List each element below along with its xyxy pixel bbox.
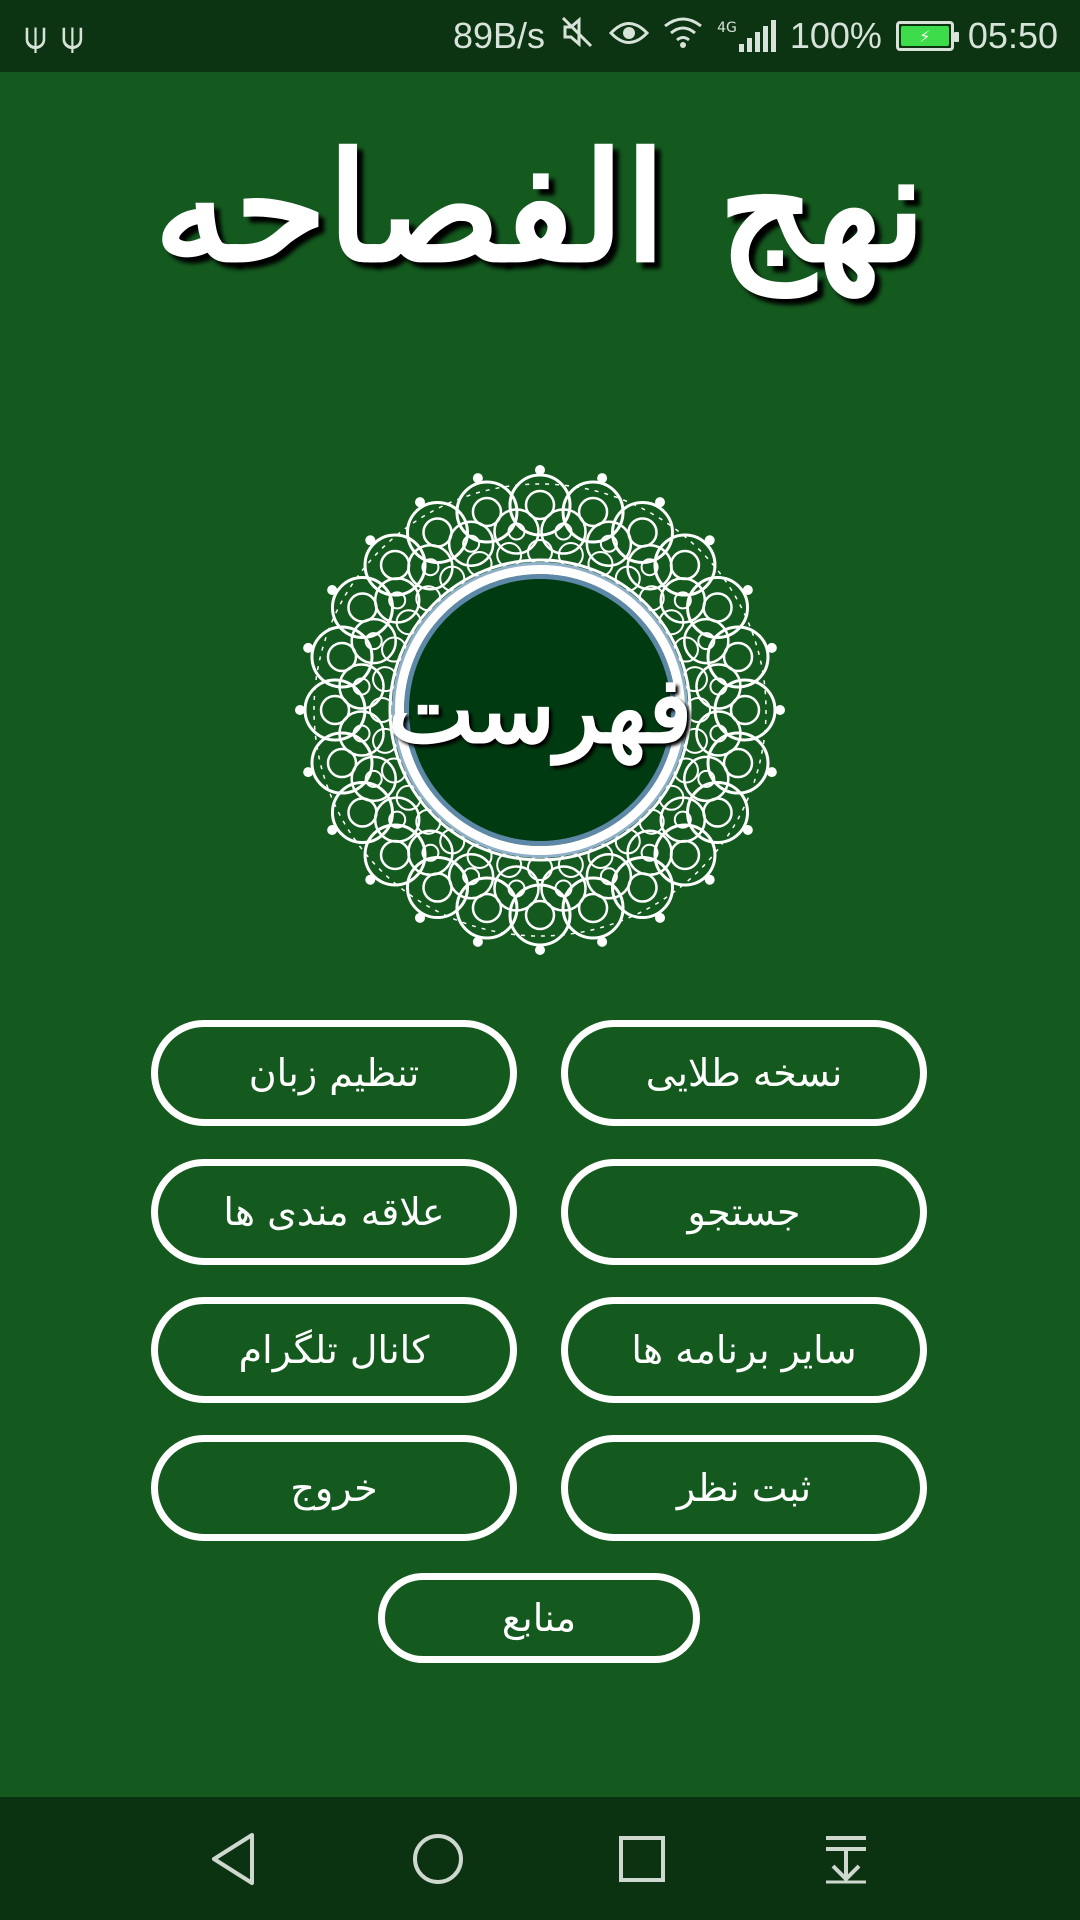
recents-icon[interactable] (582, 1797, 702, 1920)
mute-icon (559, 14, 595, 59)
favorites-button[interactable]: علاقه مندی ها (151, 1159, 517, 1265)
submit-review-button[interactable]: ثبت نظر (561, 1435, 927, 1541)
battery-charging-icon: ⚡ (896, 21, 954, 51)
golden-version-button[interactable]: نسخه طلایی (561, 1020, 927, 1126)
telegram-channel-button[interactable]: کانال تلگرام (151, 1297, 517, 1403)
index-button[interactable]: فهرست (395, 565, 685, 855)
network-speed: 89B/s (453, 15, 546, 56)
network-type: 4G (717, 20, 737, 36)
app-title: نهج الفصاحه (153, 120, 927, 296)
exit-button[interactable]: خروج (151, 1435, 517, 1541)
status-left (24, 14, 84, 59)
back-icon[interactable] (173, 1797, 293, 1920)
sources-button[interactable]: منابع (378, 1573, 700, 1663)
ornament-emblem (285, 455, 795, 965)
status-right (453, 14, 1058, 59)
language-settings-button[interactable]: تنظیم زبان (151, 1020, 517, 1126)
search-button[interactable]: جستجو (561, 1159, 927, 1265)
signal-icon (717, 20, 776, 52)
pull-down-notifications-icon[interactable] (786, 1797, 906, 1920)
usb-icon: ⍦ (24, 13, 47, 58)
other-apps-button[interactable]: سایر برنامه ها (561, 1297, 927, 1403)
navigation-bar (0, 1797, 1080, 1920)
home-icon[interactable] (378, 1797, 498, 1920)
eye-comfort-icon (609, 16, 649, 57)
wifi-icon (663, 16, 703, 57)
status-bar (0, 0, 1080, 72)
clock: 05:50 (967, 15, 1058, 56)
battery-percent: 100% (789, 15, 882, 56)
usb-icon: ⍦ (60, 13, 84, 58)
